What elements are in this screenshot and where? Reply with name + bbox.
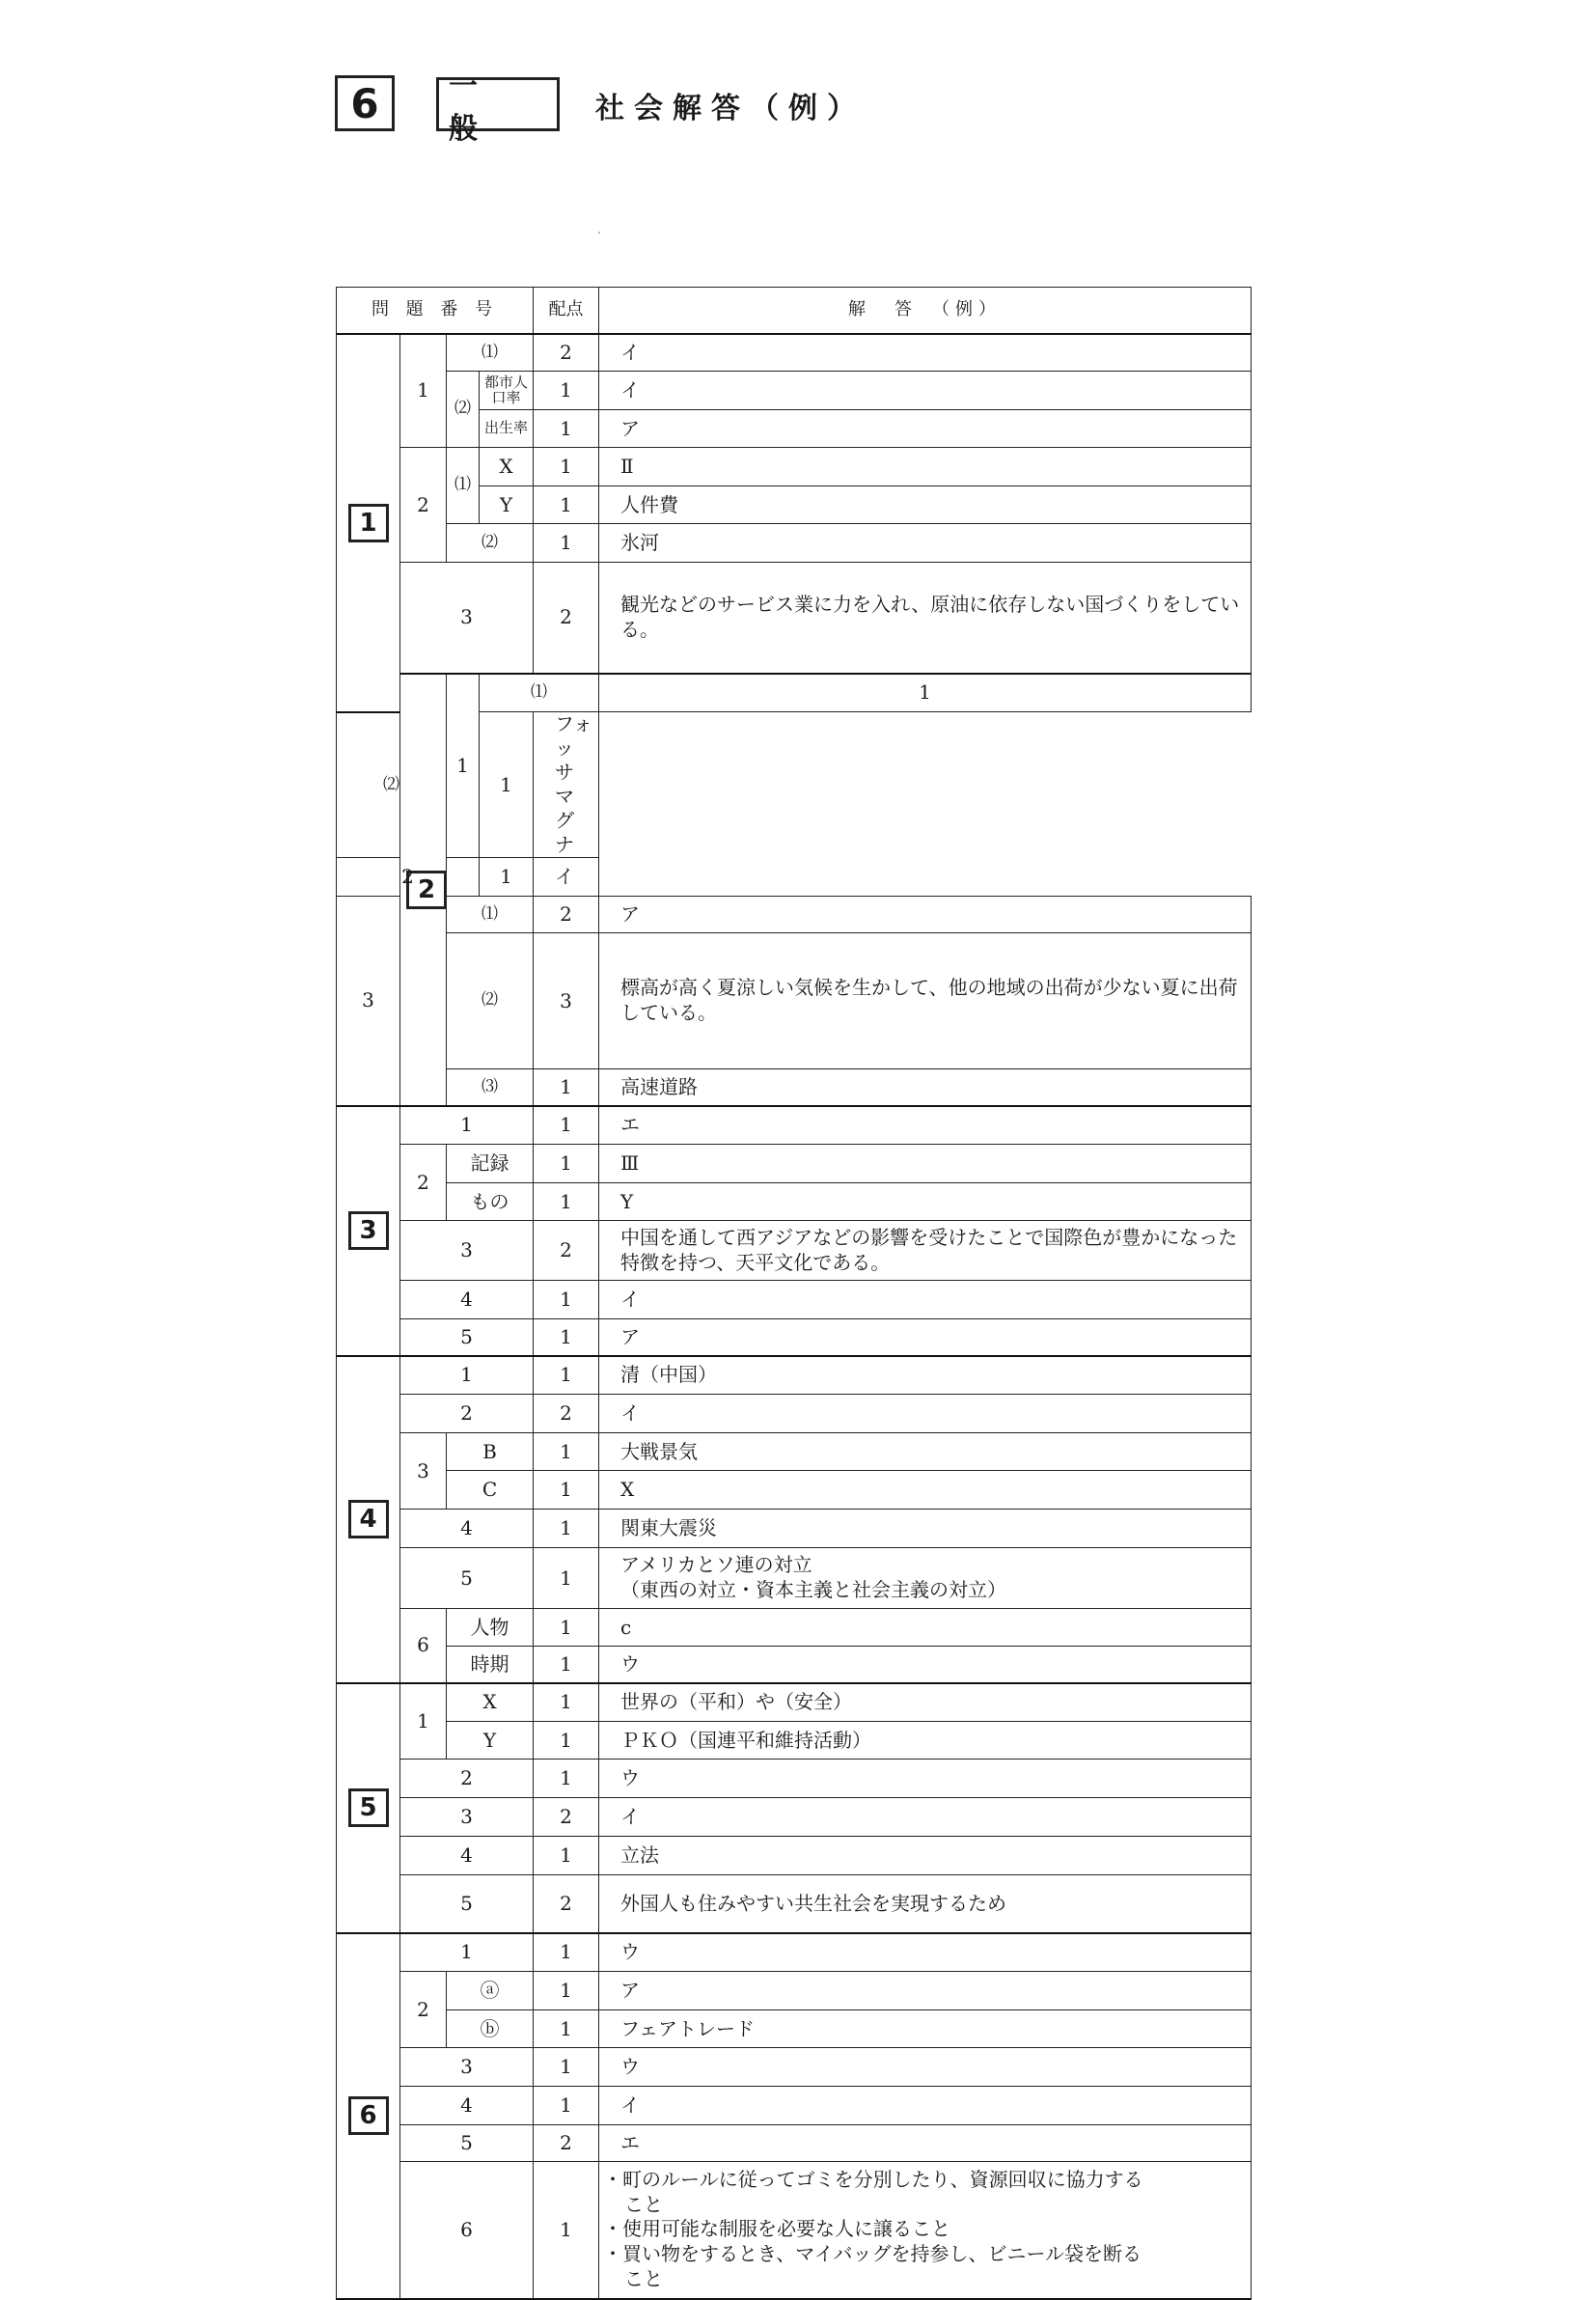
sub-q-number: ⑴ (447, 334, 534, 372)
section-number-box: 1 (348, 504, 389, 542)
points: 1 (534, 1933, 599, 1972)
sub-item-label: C (447, 1471, 534, 1510)
q-number: 3 (400, 2048, 534, 2087)
answer (599, 1548, 1252, 1609)
points: 1 (480, 858, 534, 897)
points: 1 (534, 1683, 599, 1722)
answer: 世界の（平和）や（安全） (599, 1683, 1252, 1722)
sub-q-number: ⑴ (447, 897, 534, 933)
answer (599, 2162, 1252, 2299)
sub-q-number: ⑶ (447, 1069, 534, 1106)
points: 1 (534, 1069, 599, 1106)
q-number: 6 (400, 2162, 534, 2299)
q-number: 1 (400, 1106, 534, 1145)
points: 1 (534, 1356, 599, 1395)
sub-item-label: もの (447, 1183, 534, 1221)
answer: イ (534, 858, 599, 897)
points: 1 (534, 1837, 599, 1875)
q-number: 3 (337, 897, 400, 1106)
points: 1 (534, 2162, 599, 2299)
answer: エ (599, 2125, 1252, 2162)
sub-q-number: ⑵ (447, 933, 534, 1069)
points: 1 (534, 1281, 599, 1319)
points: 1 (480, 712, 534, 858)
answer: Ⅲ (599, 1145, 1252, 1183)
answer: 中国を通して西アジアなどの影響を受けたことで国際色が豊かになった特徴を持つ、天平文化である。 (599, 1221, 1252, 1281)
points: 1 (534, 372, 599, 410)
section-1 (337, 334, 400, 712)
q-number: 1 (400, 1356, 534, 1395)
header-answer: 解 答 （例） (599, 288, 1252, 334)
q-number: 1 (400, 1933, 534, 1972)
points: 1 (534, 1647, 599, 1683)
answer: イ (599, 1281, 1252, 1319)
points: 2 (534, 2125, 599, 2162)
points: 1 (534, 1548, 599, 1609)
problem-number-box: 6 (335, 75, 395, 131)
answer-table (336, 287, 1252, 2300)
q-number: 2 (400, 1972, 447, 2048)
answer: 大戦景気 (599, 1433, 1252, 1471)
answer: X (599, 1471, 1252, 1510)
points: 1 (599, 674, 1252, 712)
answer: ア (599, 897, 1252, 933)
points: 2 (534, 1221, 599, 1281)
header-question-number: 問 題 番 号 (337, 288, 534, 334)
q-number: 1 (447, 674, 480, 858)
answer: 清（中国） (599, 1356, 1252, 1395)
answer: Ⅱ (599, 448, 1252, 486)
q-number: 5 (400, 1319, 534, 1356)
q-number: 4 (400, 2087, 534, 2125)
q-number: 5 (400, 1875, 534, 1933)
points: 2 (534, 897, 599, 933)
answer: 標高が高く夏涼しい気候を生かして、他の地域の出荷が少ない夏に出荷している。 (599, 933, 1252, 1069)
answer-bullet: ・買い物をするとき、マイバッグを持参し、ビニール袋を断る (603, 2242, 1142, 2266)
section-3 (337, 1106, 400, 1356)
answer: Y (599, 1183, 1252, 1221)
answer: イ (599, 334, 1252, 372)
q-number: 5 (400, 1548, 534, 1609)
answer: イ (599, 372, 1252, 410)
section-6 (337, 1933, 400, 2299)
answer: イ (599, 1798, 1252, 1837)
q-number: 3 (400, 1433, 447, 1510)
points: 1 (534, 524, 599, 563)
scan-speck (598, 232, 600, 234)
q-number: 2 (337, 858, 480, 897)
q-number: 5 (400, 2125, 534, 2162)
answer: ア (599, 410, 1252, 448)
q-number: 2 (400, 1145, 447, 1221)
points: 2 (534, 1395, 599, 1433)
section-number-box: 6 (348, 2096, 389, 2135)
q-number: 3 (400, 1798, 534, 1837)
section-4 (337, 1356, 400, 1683)
sub-item-label: ⓑ (447, 2010, 534, 2048)
points: 2 (534, 563, 599, 674)
points: 1 (534, 486, 599, 524)
sub-item-label: Y (447, 1722, 534, 1760)
section-number-box: 4 (348, 1500, 389, 1538)
sub-item-label: 時期 (447, 1647, 534, 1683)
q-number: 4 (400, 1837, 534, 1875)
sub-q-number: ⑵ (447, 524, 534, 563)
answer: 人件費 (599, 486, 1252, 524)
sub-q-number: ⑵ (447, 372, 480, 448)
points: 1 (534, 410, 599, 448)
answer: フェアトレード (599, 2010, 1252, 2048)
points: 1 (534, 1972, 599, 2010)
points: 1 (534, 1722, 599, 1760)
points: 1 (534, 2087, 599, 2125)
section-number-box: 2 (406, 871, 447, 909)
points: 1 (534, 1510, 599, 1548)
sub-item-label: ⓐ (447, 1972, 534, 2010)
points: 1 (534, 1145, 599, 1183)
q-number: 2 (400, 1760, 534, 1798)
q-number: 3 (400, 1221, 534, 1281)
points: 2 (534, 1798, 599, 1837)
answer: ウ (599, 1760, 1252, 1798)
answer-line: アメリカとソ連の対立 (620, 1553, 812, 1577)
answer: ウ (599, 2048, 1252, 2087)
sub-item-label: 記録 (447, 1145, 534, 1183)
sub-item-label: X (480, 448, 534, 486)
points: 1 (534, 1183, 599, 1221)
category-box: 一 般 (436, 77, 560, 131)
sub-item-label: B (447, 1433, 534, 1471)
answer: イ (599, 2087, 1252, 2125)
q-number: 1 (400, 1683, 447, 1760)
q-number: 4 (400, 1510, 534, 1548)
answer: 立法 (599, 1837, 1252, 1875)
answer: エ (599, 1106, 1252, 1145)
sub-item-label: X (447, 1683, 534, 1722)
q-number: 3 (400, 563, 534, 674)
q-number: 2 (400, 448, 447, 563)
points: 1 (534, 448, 599, 486)
points: 2 (534, 334, 599, 372)
points: 1 (534, 1106, 599, 1145)
q-number: 6 (400, 1609, 447, 1683)
points: 1 (534, 1760, 599, 1798)
answer-bullet: ・使用可能な制服を必要な人に譲ること (603, 2217, 951, 2241)
answer-bullet-cont: こと (624, 2192, 664, 2216)
sub-item-label: 都市人口率 (480, 372, 534, 410)
answer: ＰＫＯ（国連平和維持活動） (599, 1722, 1252, 1760)
sub-item-label: 出生率 (480, 410, 534, 448)
answer: ウ (599, 1933, 1252, 1972)
points: 1 (534, 2048, 599, 2087)
points: 1 (534, 1319, 599, 1356)
section-5 (337, 1683, 400, 1933)
q-number: 1 (400, 334, 447, 448)
points: 1 (534, 1433, 599, 1471)
answer: 観光などのサービス業に力を入れ、原油に依存しない国づくりをしている。 (599, 563, 1252, 674)
points: 3 (534, 933, 599, 1069)
points: 1 (534, 1471, 599, 1510)
answer: ア (599, 1319, 1252, 1356)
points: 1 (534, 2010, 599, 2048)
sub-item-label: Y (480, 486, 534, 524)
page-title: 社会解答（例） (595, 92, 866, 125)
header-points: 配点 (534, 288, 599, 334)
answer: c (599, 1609, 1252, 1647)
q-number: 2 (400, 1395, 534, 1433)
q-number: 4 (400, 1281, 534, 1319)
section-number-box: 5 (348, 1788, 389, 1827)
answer: ア (599, 1972, 1252, 2010)
answer: ウ (599, 1647, 1252, 1683)
sub-q-number: ⑴ (480, 674, 599, 712)
answer: 高速道路 (599, 1069, 1252, 1106)
sub-item-label: 人物 (447, 1609, 534, 1647)
section-number-box: 3 (348, 1211, 389, 1250)
sub-q-number: ⑵ (337, 712, 447, 858)
answer-line: （東西の対立・資本主義と社会主義の対立） (620, 1578, 1007, 1601)
points: 2 (534, 1875, 599, 1933)
answer: イ (599, 1395, 1252, 1433)
answer: フォッサマグナ (534, 712, 599, 858)
answer: 関東大震災 (599, 1510, 1252, 1548)
answer: 氷河 (599, 524, 1252, 563)
answer-bullet: ・町のルールに従ってゴミを分別したり、資源回収に協力する (603, 2168, 1143, 2192)
answer-bullet-cont: こと (624, 2266, 664, 2290)
answer: 外国人も住みやすい共生社会を実現するため (599, 1875, 1252, 1933)
points: 1 (534, 1609, 599, 1647)
sub-q-number: ⑴ (447, 448, 480, 524)
